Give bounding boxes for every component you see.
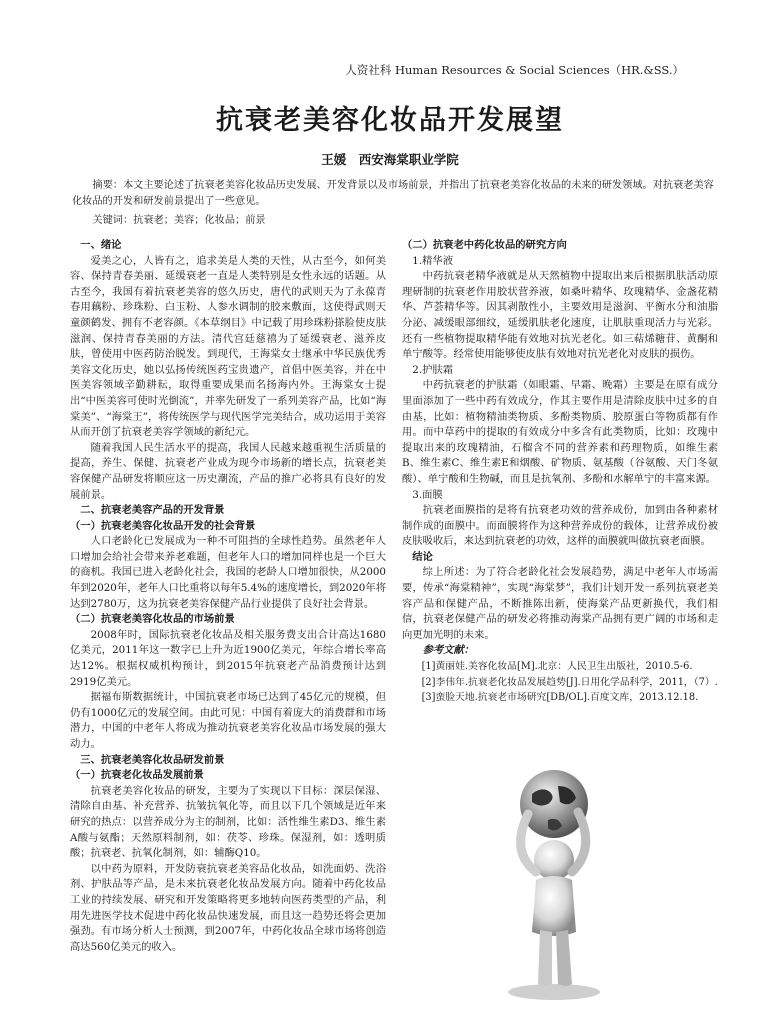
subsection-heading: （一）抗衰老美容化妆品开发的社会背景 xyxy=(70,519,256,532)
paper-title: 抗衰老美容化妆品开发展望 xyxy=(216,105,564,136)
paragraph: 以中药为原料，开发防衰抗衰老美容品化妆品，如洗面奶、洗浴剂、护肤品等产品，是未来抗衰老化妆品发展方向。随着中药化妆品工业的持续发展、研究和开发策略将更多地转向医药类型的产品，利用先进医学技术促进中药化妆品快速发展，而且这一趋势还将会更加强劲。有市场分析人士预测，到2007年，中药化妆品全球市场将创造高达560亿美元的收入。 xyxy=(70,862,386,953)
reference-item: [1]黄丽娃.美容化妆品[M].北京：人民卫生出版社，2010.5-6. xyxy=(421,661,693,673)
section-heading: 结论 xyxy=(412,550,433,563)
numbered-heading: 1.精华液 xyxy=(412,254,454,267)
references-heading: 参考文献： xyxy=(422,644,475,657)
paragraph: 爱美之心，人皆有之，追求美是人类的天性，从古至今，如何美容、保持青春美丽、延缓衰老一直是人类特别是女性永远的话题。从古至今，我国有着抗衰老美容的悠久历史，唐代的武则天为了永葆青春用藕粉、珍珠粉、白玉粉、人参水调制的胶来敷面，这使得武则天童颜鹤发、拥有不老容颜。《本草纲目》中记载了用珍珠粉搽脸使皮肤滋润、保持青春美丽的方法。清代宫廷慈禧为了延缓衰老、滋养皮肤，曾使用中医药防治脱发。到现代，王海棠女士继承中华民族优秀美容文化历史，她以弘扬传统医药宝贵遗产，首倡中医美容，并在中医美容领域辛勤耕耘，取得重要成果而名扬海内外。王海棠女士提出“中医美容可使时光倒流”，并率先研发了一系列美容产品，比如“海棠美”、“海棠王”，将传统医学与现代医学完美结合，成功运用于美容从而开创了抗衰老美容学领域的新纪元。 xyxy=(70,254,386,439)
paragraph: 随着我国人民生活水平的提高，我国人民越来越重视生活质量的提高，养生、保健、抗衰老产业成为现今市场新的增长点，抗衰老美容保健产品研发将顺应这一历史潮流，产品的推广必将具有良好的发展前景。 xyxy=(70,441,386,501)
numbered-heading: 2.护肤霜 xyxy=(412,363,454,376)
subsection-heading: （二）抗衰老中药化妆品的研究方向 xyxy=(402,239,567,251)
journal-header: 人资社科 Human Resources & Social Sciences（HR.&SS.） xyxy=(345,63,684,77)
paragraph: 抗衰老美容化妆品的研发，主要为了实现以下目标：深层保湿、清除自由基、补充营养、抗皱抗氧化等，而且以下几个领域是近年来研究的热点：以营养成分为主的制剂，比如：活性维生素D3、维生素A酸与氨酯；天然原料制剂，如：茯苓、珍珠。保湿剂，如：透明质酸；抗衰老、抗氧化制剂，如：辅酶Q10。 xyxy=(70,784,386,860)
reference-item: [2]李伟年.抗衰老化妆品发展趋势[J].日用化学品科学，2011，（7）. xyxy=(421,676,718,688)
section-heading: 三、抗衰老美容化妆品研发前景 xyxy=(80,753,225,766)
paragraph: 2008年时，国际抗衰老化妆品及相关服务费支出合计高达1680亿美元，2011年这一数字已上升为近1900亿美元，年综合增长率高达12%。根据权威机构预计，到2015年抗衰老产品消费预计达到2919亿美元。 xyxy=(70,628,386,688)
section-heading: 一、绪论 xyxy=(80,239,122,251)
numbered-heading: 3.面膜 xyxy=(412,488,443,501)
paragraph: 人口老龄化已发展成为一种不可阻挡的全球性趋势。虽然老年人口增加会给社会带来养老难题，但老年人口的增加同样也是一个巨大的商机。我国已进入老龄化社会，我国的老龄人口增加很快，从2000年到2020年，老年人口比重将以每年5.4%的速度增长，到2020年将达到2780万，这为抗衰老美容保健产品行业提供了良好社会背景。 xyxy=(70,535,386,610)
keywords: 关键词：抗衰老；美容；化妆品；前景 xyxy=(92,215,266,226)
paragraph: 综上所述：为了符合老龄化社会发展趋势，满足中老年人市场需要，传承“海棠精神”，实现“海棠梦”，我们计划开发一系列抗衰老美容产品和保健产品，不断推陈出新，使海棠产品更新换代，我们相信，抗衰老保健产品的研发必将推动海棠产品拥有更广阔的市场和走向更加光明的未来。 xyxy=(402,566,718,641)
abstract: 摘要：本文主要论述了抗衰老美容化妆品历史发展、开发背景以及市场前景，并指出了抗衰老美容化妆品的未来的研发领域。对抗衰老美容化妆品的开发和研发前景提出了一些意见。 xyxy=(72,180,714,207)
subsection-heading: （二）抗衰老美容化妆品的市场前景 xyxy=(70,613,235,626)
subsection-heading: （一）抗衰老化妆品发展前景 xyxy=(70,769,204,782)
author-line: 王媛 西安海棠职业学院 xyxy=(321,152,459,167)
paragraph: 中药抗衰老的护肤霜（如眼霜、早霜、晚霜）主要是在原有成分里面添加了一些中药有效成分，作其主要作用是清除皮肤中过多的自由基，比如：植物精油类物质、多酚类物质、胶原蛋白等物质都有作用。而中草药中的提取的有效成分中多含有此类物质，比如：玫瑰中提取出来的玫瑰精油，石榴含不同的营养素和药理物质，如维生素B、维生素C、维生素E和烟酸、矿物质、氨基酸（谷氨酸、天门冬氨酸）、单宁酸和生物碱，而且是抗氧剂、多酚和水解单宁的丰富来源。 xyxy=(402,379,718,485)
paragraph: 抗衰老面膜指的是将有抗衰老功效的营养成份，加到由各种素材制作成的面膜中。而面膜将作为这种营养成份的载体，让营养成份被皮肤吸收后，来达到抗衰老的功效，这样的面膜就叫做抗衰老面膜。 xyxy=(402,504,718,548)
right-column xyxy=(402,238,718,706)
figure-holding-globe xyxy=(492,764,616,1002)
left-column xyxy=(70,238,386,955)
paragraph: 据福布斯数据统计，中国抗衰老市场已达到了45亿元的规模，但仍有1000亿元的发展空间。由此可见：中国有着庞大的消费群和市场潜力，中国的中老年人将成为推动抗衰老美容化妆品市场发展的强大动力。 xyxy=(70,691,386,750)
reference-item: [3]蛮脸天地.抗衰老市场研究[DB/OL].百度文库，2013.12.18. xyxy=(421,692,699,704)
section-heading: 二、抗衰老美容产品的开发背景 xyxy=(80,504,225,517)
paragraph: 中药抗衰老精华液就是从天然植物中提取出来后根据肌肤活动原理研制的抗衰老作用胶状营养液，如桑叶精华、玫瑰精华、金盏花精华、芦荟精华等。因其剥散性小，主要效用是滋润、平衡水分和油脂分泌、减缓眼部细纹，延缓肌肤老化速度，让肌肤重现活力与光彩。还有一些植物提取精华能有效地对抗光老化。如三萜烯糖苷、黄酮和单宁酸等。经常使用能够使皮肤有效地对抗光老化对皮肤的损伤。 xyxy=(402,270,718,361)
